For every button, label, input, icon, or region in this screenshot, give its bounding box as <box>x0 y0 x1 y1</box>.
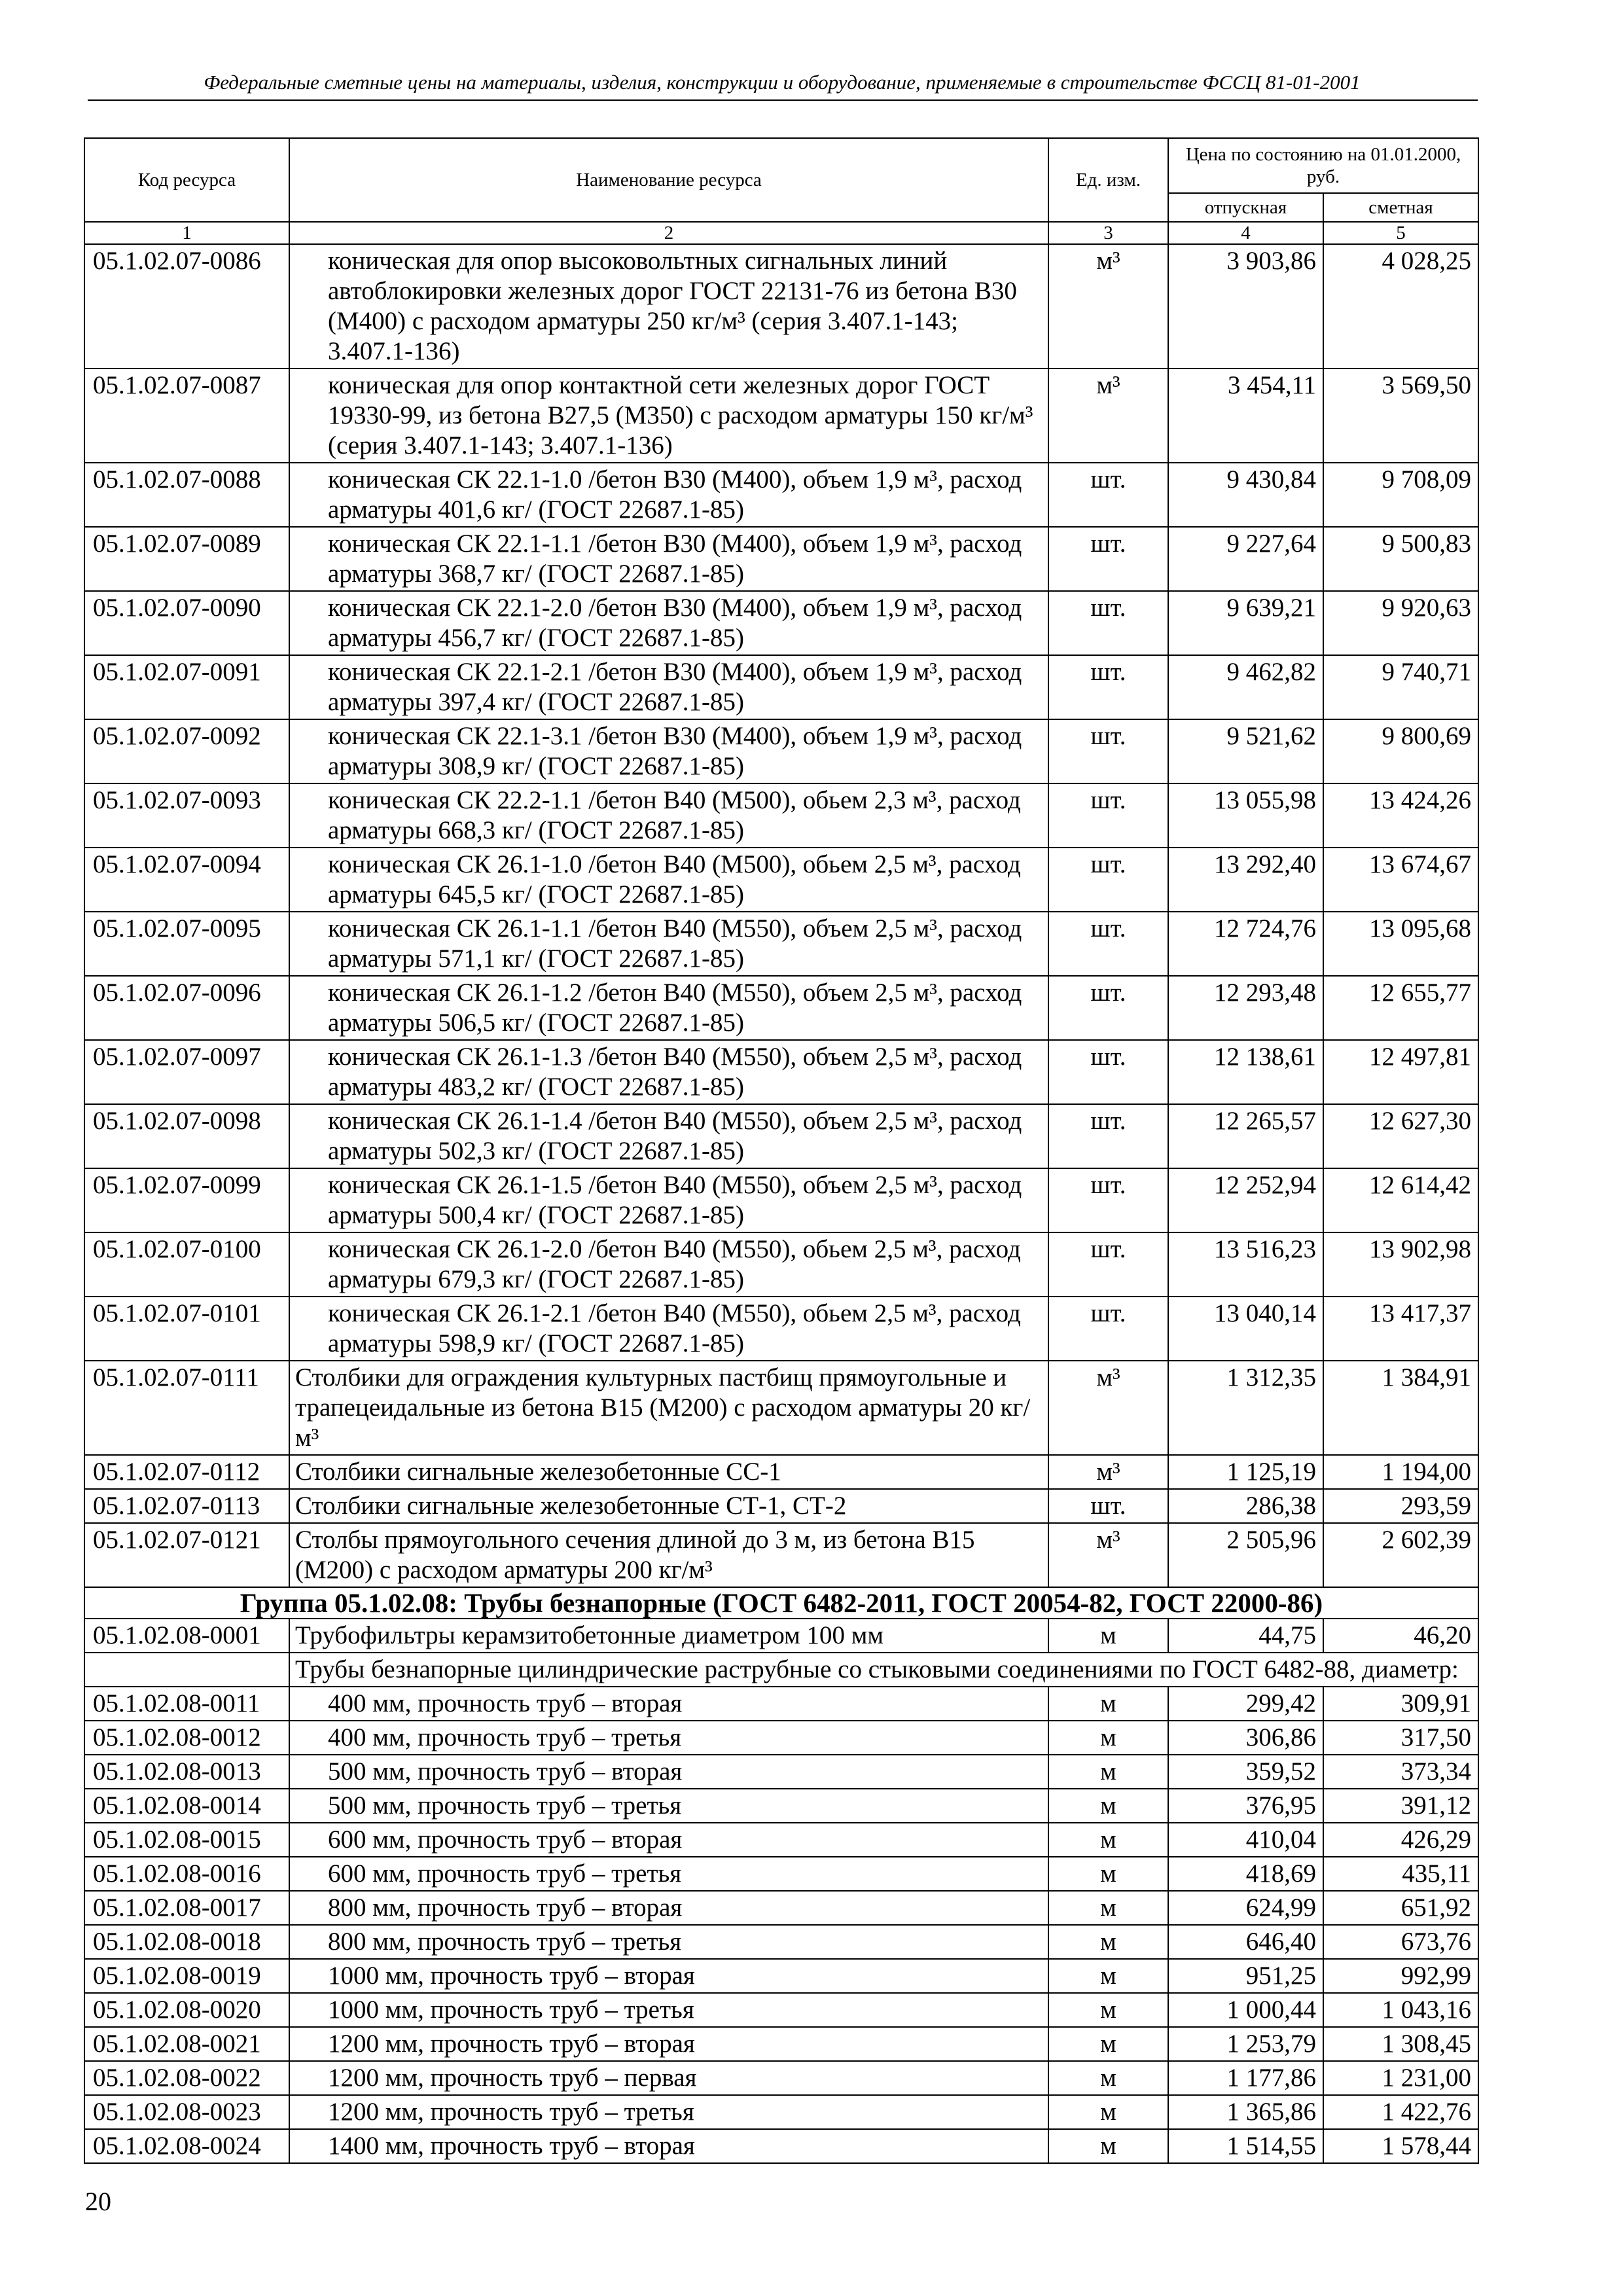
release-price: 2 505,96 <box>1168 1523 1323 1587</box>
resource-code: 05.1.02.07-0092 <box>84 719 289 783</box>
table-body <box>84 244 1478 2163</box>
release-price: 3 454,11 <box>1168 368 1323 463</box>
release-price: 376,95 <box>1168 1789 1323 1823</box>
table-row <box>84 719 1478 783</box>
resource-code: 05.1.02.07-0090 <box>84 591 289 655</box>
resource-name: коническая СК 22.1-2.0 /бетон В30 (М400), объем 1,9 м³, расход арматуры 456,7 кг/ (ГОСТ 22687.1-85) <box>289 591 1048 655</box>
resource-name: 400 мм, прочность труб – вторая <box>289 1687 1048 1721</box>
resource-code: 05.1.02.07-0087 <box>84 368 289 463</box>
page-number: 20 <box>85 2187 111 2216</box>
table-row <box>84 2129 1478 2163</box>
release-price: 306,86 <box>1168 1721 1323 1755</box>
estimate-price: 12 614,42 <box>1323 1168 1478 1232</box>
table-row <box>84 1232 1478 1297</box>
resource-code: 05.1.02.07-0098 <box>84 1104 289 1168</box>
release-price: 1 125,19 <box>1168 1455 1323 1489</box>
estimate-price: 12 627,30 <box>1323 1104 1478 1168</box>
table-row <box>84 2061 1478 2095</box>
release-price: 410,04 <box>1168 1823 1323 1857</box>
release-price: 359,52 <box>1168 1755 1323 1789</box>
unit-of-measure: м <box>1048 2027 1168 2061</box>
unit-of-measure: м³ <box>1048 244 1168 368</box>
estimate-price: 9 500,83 <box>1323 527 1478 591</box>
release-price: 3 903,86 <box>1168 244 1323 368</box>
release-price: 13 055,98 <box>1168 783 1323 848</box>
resource-name: 500 мм, прочность труб – вторая <box>289 1755 1048 1789</box>
col-number: 4 <box>1168 222 1323 244</box>
unit-of-measure: шт. <box>1048 1040 1168 1104</box>
estimate-price: 373,34 <box>1323 1755 1478 1789</box>
resource-name: Столбики сигнальные железобетонные СС-1 <box>289 1455 1048 1489</box>
resource-code: 05.1.02.07-0096 <box>84 976 289 1040</box>
unit-of-measure: м <box>1048 1687 1168 1721</box>
col-header-name: Наименование ресурса <box>289 138 1048 222</box>
table-row <box>84 2095 1478 2129</box>
estimate-price: 13 902,98 <box>1323 1232 1478 1297</box>
unit-of-measure: м <box>1048 2095 1168 2129</box>
table-row <box>84 1361 1478 1455</box>
resource-code: 05.1.02.08-0019 <box>84 1959 289 1993</box>
unit-of-measure: шт. <box>1048 463 1168 527</box>
estimate-price: 9 740,71 <box>1323 655 1478 719</box>
unit-of-measure: м <box>1048 1857 1168 1891</box>
col-header-release: отпускная <box>1168 193 1323 222</box>
resource-code: 05.1.02.07-0095 <box>84 912 289 976</box>
resource-code: 05.1.02.08-0021 <box>84 2027 289 2061</box>
estimate-price: 4 028,25 <box>1323 244 1478 368</box>
resource-code: 05.1.02.08-0024 <box>84 2129 289 2163</box>
resource-name: коническая для опор контактной сети железных дорог ГОСТ 19330-99, из бетона В27,5 (М350) с расходом арматуры 150 кг/м³ (серия 3.407.1-143; 3.407.1-136) <box>289 368 1048 463</box>
subgroup-note: Трубы безнапорные цилиндрические раструбные со стыковыми соединениями по ГОСТ 6482-88, диаметр: <box>289 1653 1478 1687</box>
resource-name: коническая СК 26.1-1.1 /бетон В40 (М550), объем 2,5 м³, расход арматуры 571,1 кг/ (ГОСТ 22687.1-85) <box>289 912 1048 976</box>
unit-of-measure: шт. <box>1048 719 1168 783</box>
resource-code: 05.1.02.07-0111 <box>84 1361 289 1455</box>
table-row <box>84 591 1478 655</box>
estimate-price: 651,92 <box>1323 1891 1478 1925</box>
resource-code: 05.1.02.08-0011 <box>84 1687 289 1721</box>
estimate-price: 293,59 <box>1323 1489 1478 1523</box>
table-row <box>84 527 1478 591</box>
resource-code: 05.1.02.07-0086 <box>84 244 289 368</box>
estimate-price: 13 424,26 <box>1323 783 1478 848</box>
release-price: 13 516,23 <box>1168 1232 1323 1297</box>
release-price: 1 000,44 <box>1168 1993 1323 2027</box>
resource-code: 05.1.02.07-0113 <box>84 1489 289 1523</box>
resource-code: 05.1.02.07-0112 <box>84 1455 289 1489</box>
running-header: Федеральные сметные цены на материалы, изделия, конструкции и оборудование, применяемые в строительстве ФССЦ 81-01-2001 <box>204 71 1361 94</box>
unit-of-measure: м³ <box>1048 1361 1168 1455</box>
col-number: 5 <box>1323 222 1478 244</box>
resource-name: Трубофильтры керамзитобетонные диаметром 100 мм <box>289 1619 1048 1653</box>
unit-of-measure: м <box>1048 1721 1168 1755</box>
estimate-price: 1 578,44 <box>1323 2129 1478 2163</box>
resource-name: коническая СК 22.2-1.1 /бетон В40 (М500), обьем 2,3 м³, расход арматуры 668,3 кг/ (ГОСТ 22687.1-85) <box>289 783 1048 848</box>
subgroup-row <box>84 1653 1478 1687</box>
resource-name: 800 мм, прочность труб – вторая <box>289 1891 1048 1925</box>
estimate-price: 309,91 <box>1323 1687 1478 1721</box>
table-row <box>84 368 1478 463</box>
resource-code: 05.1.02.08-0001 <box>84 1619 289 1653</box>
unit-of-measure: шт. <box>1048 848 1168 912</box>
resource-code: 05.1.02.08-0014 <box>84 1789 289 1823</box>
resource-name: коническая для опор высоковольтных сигнальных линий автоблокировки железных дорог ГОСТ 22131-76 из бетона В30 (М400) с расходом арматуры 250 кг/м³ (серия 3.407.1-143; 3.407.1-136) <box>289 244 1048 368</box>
release-price: 646,40 <box>1168 1925 1323 1959</box>
resource-code: 05.1.02.07-0097 <box>84 1040 289 1104</box>
estimate-price: 426,29 <box>1323 1823 1478 1857</box>
col-header-code: Код ресурса <box>84 138 289 222</box>
unit-of-measure: шт. <box>1048 976 1168 1040</box>
estimate-price: 673,76 <box>1323 1925 1478 1959</box>
col-header-price: Цена по состоянию на 01.01.2000, руб. <box>1168 138 1478 193</box>
table-row <box>84 1168 1478 1232</box>
estimate-price: 46,20 <box>1323 1619 1478 1653</box>
release-price: 418,69 <box>1168 1857 1323 1891</box>
resource-name: Столбики сигнальные железобетонные СТ-1, СТ-2 <box>289 1489 1048 1523</box>
table-row <box>84 912 1478 976</box>
release-price: 44,75 <box>1168 1619 1323 1653</box>
unit-of-measure: м <box>1048 1925 1168 1959</box>
release-price: 9 462,82 <box>1168 655 1323 719</box>
resource-code: 05.1.02.08-0020 <box>84 1993 289 2027</box>
estimate-price: 1 384,91 <box>1323 1361 1478 1455</box>
unit-of-measure: м <box>1048 2061 1168 2095</box>
estimate-price: 1 231,00 <box>1323 2061 1478 2095</box>
release-price: 9 430,84 <box>1168 463 1323 527</box>
estimate-price: 13 674,67 <box>1323 848 1478 912</box>
resource-name: коническая СК 26.1-1.5 /бетон В40 (М550), объем 2,5 м³, расход арматуры 500,4 кг/ (ГОСТ 22687.1-85) <box>289 1168 1048 1232</box>
release-price: 1 514,55 <box>1168 2129 1323 2163</box>
release-price: 9 227,64 <box>1168 527 1323 591</box>
table-row <box>84 1489 1478 1523</box>
col-number: 1 <box>84 222 289 244</box>
estimate-price: 13 417,37 <box>1323 1297 1478 1361</box>
resource-name: 800 мм, прочность труб – третья <box>289 1925 1048 1959</box>
estimate-price: 9 800,69 <box>1323 719 1478 783</box>
table-row <box>84 976 1478 1040</box>
resource-name: 500 мм, прочность труб – третья <box>289 1789 1048 1823</box>
estimate-price: 12 655,77 <box>1323 976 1478 1040</box>
release-price: 299,42 <box>1168 1687 1323 1721</box>
estimate-price: 1 043,16 <box>1323 1993 1478 2027</box>
table-row <box>84 1823 1478 1857</box>
resource-code: 05.1.02.07-0089 <box>84 527 289 591</box>
resource-code: 05.1.02.07-0121 <box>84 1523 289 1587</box>
release-price: 12 724,76 <box>1168 912 1323 976</box>
resource-name: 1000 мм, прочность труб – третья <box>289 1993 1048 2027</box>
resource-code: 05.1.02.07-0088 <box>84 463 289 527</box>
unit-of-measure: шт. <box>1048 527 1168 591</box>
resource-code: 05.1.02.08-0022 <box>84 2061 289 2095</box>
resource-name: коническая СК 22.1-2.1 /бетон В30 (М400), объем 1,9 м³, расход арматуры 397,4 кг/ (ГОСТ 22687.1-85) <box>289 655 1048 719</box>
estimate-price: 992,99 <box>1323 1959 1478 1993</box>
estimate-price: 435,11 <box>1323 1857 1478 1891</box>
table-row <box>84 2027 1478 2061</box>
release-price: 12 293,48 <box>1168 976 1323 1040</box>
table-row <box>84 1687 1478 1721</box>
estimate-price: 1 422,76 <box>1323 2095 1478 2129</box>
release-price: 624,99 <box>1168 1891 1323 1925</box>
resource-name: 600 мм, прочность труб – третья <box>289 1857 1048 1891</box>
unit-of-measure: шт. <box>1048 912 1168 976</box>
table-row <box>84 463 1478 527</box>
unit-of-measure: шт. <box>1048 1104 1168 1168</box>
table-row <box>84 1040 1478 1104</box>
price-table <box>84 137 1479 2164</box>
table-row <box>84 1789 1478 1823</box>
table-row <box>84 655 1478 719</box>
unit-of-measure: м³ <box>1048 368 1168 463</box>
estimate-price: 9 920,63 <box>1323 591 1478 655</box>
release-price: 9 521,62 <box>1168 719 1323 783</box>
table-row <box>84 1857 1478 1891</box>
col-header-unit: Ед. изм. <box>1048 138 1168 222</box>
table-row <box>84 1891 1478 1925</box>
table-header <box>84 138 1478 244</box>
unit-of-measure: м <box>1048 1755 1168 1789</box>
table-row <box>84 1993 1478 2027</box>
release-price: 286,38 <box>1168 1489 1323 1523</box>
unit-of-measure: шт. <box>1048 1168 1168 1232</box>
resource-name: коническая СК 26.1-1.3 /бетон В40 (М550), объем 2,5 м³, расход арматуры 483,2 кг/ (ГОСТ 22687.1-85) <box>289 1040 1048 1104</box>
unit-of-measure: м³ <box>1048 1523 1168 1587</box>
unit-of-measure: м <box>1048 1789 1168 1823</box>
estimate-price: 391,12 <box>1323 1789 1478 1823</box>
release-price: 1 253,79 <box>1168 2027 1323 2061</box>
table-row <box>84 1104 1478 1168</box>
resource-name: Столбики для ограждения культурных пастбищ прямоугольные и трапецеидальные из бетона В15 (М200) с расходом арматуры 20 кг/м³ <box>289 1361 1048 1455</box>
estimate-price: 12 497,81 <box>1323 1040 1478 1104</box>
unit-of-measure: шт. <box>1048 655 1168 719</box>
table-row <box>84 1455 1478 1489</box>
release-price: 13 292,40 <box>1168 848 1323 912</box>
resource-code: 05.1.02.08-0013 <box>84 1755 289 1789</box>
unit-of-measure: м <box>1048 1619 1168 1653</box>
resource-name: коническая СК 26.1-2.0 /бетон В40 (М550), обьем 2,5 м³, расход арматуры 679,3 кг/ (ГОСТ 22687.1-85) <box>289 1232 1048 1297</box>
estimate-price: 317,50 <box>1323 1721 1478 1755</box>
resource-name: коническая СК 26.1-1.0 /бетон В40 (М500), обьем 2,5 м³, расход арматуры 645,5 кг/ (ГОСТ 22687.1-85) <box>289 848 1048 912</box>
table-row <box>84 783 1478 848</box>
table-row <box>84 1925 1478 1959</box>
price-table-wrapper <box>84 137 1478 2164</box>
resource-name: 1400 мм, прочность труб – вторая <box>289 2129 1048 2163</box>
resource-code: 05.1.02.07-0099 <box>84 1168 289 1232</box>
release-price: 1 365,86 <box>1168 2095 1323 2129</box>
resource-code: 05.1.02.08-0023 <box>84 2095 289 2129</box>
resource-code: 05.1.02.07-0094 <box>84 848 289 912</box>
unit-of-measure: м³ <box>1048 1455 1168 1489</box>
estimate-price: 9 708,09 <box>1323 463 1478 527</box>
resource-name: коническая СК 22.1-1.0 /бетон В30 (М400), объем 1,9 м³, расход арматуры 401,6 кг/ (ГОСТ 22687.1-85) <box>289 463 1048 527</box>
resource-name: 1000 мм, прочность труб – вторая <box>289 1959 1048 1993</box>
unit-of-measure: шт. <box>1048 1232 1168 1297</box>
table-row <box>84 1619 1478 1653</box>
estimate-price: 13 095,68 <box>1323 912 1478 976</box>
table-row <box>84 1959 1478 1993</box>
resource-code: 05.1.02.07-0093 <box>84 783 289 848</box>
resource-code: 05.1.02.07-0100 <box>84 1232 289 1297</box>
unit-of-measure: шт. <box>1048 783 1168 848</box>
release-price: 12 252,94 <box>1168 1168 1323 1232</box>
estimate-price: 3 569,50 <box>1323 368 1478 463</box>
release-price: 12 138,61 <box>1168 1040 1323 1104</box>
resource-name: 1200 мм, прочность труб – третья <box>289 2095 1048 2129</box>
unit-of-measure: м <box>1048 1823 1168 1857</box>
resource-name: Столбы прямоугольного сечения длиной до 3 м, из бетона В15 (М200) с расходом арматуры 200 кг/м³ <box>289 1523 1048 1587</box>
col-header-estimate: сметная <box>1323 193 1478 222</box>
resource-code: 05.1.02.08-0012 <box>84 1721 289 1755</box>
release-price: 1 177,86 <box>1168 2061 1323 2095</box>
table-row <box>84 1755 1478 1789</box>
resource-code: 05.1.02.08-0017 <box>84 1891 289 1925</box>
table-row <box>84 1721 1478 1755</box>
header-rule <box>88 99 1478 101</box>
table-row <box>84 1297 1478 1361</box>
resource-code: 05.1.02.08-0015 <box>84 1823 289 1857</box>
resource-name: 1200 мм, прочность труб – первая <box>289 2061 1048 2095</box>
empty-code-cell <box>84 1653 289 1687</box>
resource-code: 05.1.02.07-0101 <box>84 1297 289 1361</box>
table-row <box>84 244 1478 368</box>
release-price: 1 312,35 <box>1168 1361 1323 1455</box>
group-row <box>84 1587 1478 1619</box>
resource-name: коническая СК 22.1-3.1 /бетон В30 (М400), объем 1,9 м³, расход арматуры 308,9 кг/ (ГОСТ 22687.1-85) <box>289 719 1048 783</box>
release-price: 951,25 <box>1168 1959 1323 1993</box>
resource-name: коническая СК 26.1-1.2 /бетон В40 (М550), объем 2,5 м³, расход арматуры 506,5 кг/ (ГОСТ 22687.1-85) <box>289 976 1048 1040</box>
resource-name: 600 мм, прочность труб – вторая <box>289 1823 1048 1857</box>
release-price: 9 639,21 <box>1168 591 1323 655</box>
estimate-price: 2 602,39 <box>1323 1523 1478 1587</box>
col-number: 3 <box>1048 222 1168 244</box>
unit-of-measure: м <box>1048 1891 1168 1925</box>
unit-of-measure: м <box>1048 2129 1168 2163</box>
resource-code: 05.1.02.07-0091 <box>84 655 289 719</box>
unit-of-measure: шт. <box>1048 591 1168 655</box>
resource-name: коническая СК 22.1-1.1 /бетон В30 (М400), объем 1,9 м³, расход арматуры 368,7 кг/ (ГОСТ 22687.1-85) <box>289 527 1048 591</box>
table-row <box>84 848 1478 912</box>
unit-of-measure: м <box>1048 1993 1168 2027</box>
group-title: Группа 05.1.02.08: Трубы безнапорные (ГОСТ 6482-2011, ГОСТ 20054-82, ГОСТ 22000-86) <box>84 1587 1478 1619</box>
resource-code: 05.1.02.08-0016 <box>84 1857 289 1891</box>
release-price: 13 040,14 <box>1168 1297 1323 1361</box>
resource-name: коническая СК 26.1-1.4 /бетон В40 (М550), объем 2,5 м³, расход арматуры 502,3 кг/ (ГОСТ 22687.1-85) <box>289 1104 1048 1168</box>
col-number: 2 <box>289 222 1048 244</box>
release-price: 12 265,57 <box>1168 1104 1323 1168</box>
resource-name: 400 мм, прочность труб – третья <box>289 1721 1048 1755</box>
unit-of-measure: шт. <box>1048 1489 1168 1523</box>
resource-code: 05.1.02.08-0018 <box>84 1925 289 1959</box>
resource-name: 1200 мм, прочность труб – вторая <box>289 2027 1048 2061</box>
resource-name: коническая СК 26.1-2.1 /бетон В40 (М550), обьем 2,5 м³, расход арматуры 598,9 кг/ (ГОСТ 22687.1-85) <box>289 1297 1048 1361</box>
table-row <box>84 1523 1478 1587</box>
unit-of-measure: шт. <box>1048 1297 1168 1361</box>
unit-of-measure: м <box>1048 1959 1168 1993</box>
estimate-price: 1 194,00 <box>1323 1455 1478 1489</box>
estimate-price: 1 308,45 <box>1323 2027 1478 2061</box>
